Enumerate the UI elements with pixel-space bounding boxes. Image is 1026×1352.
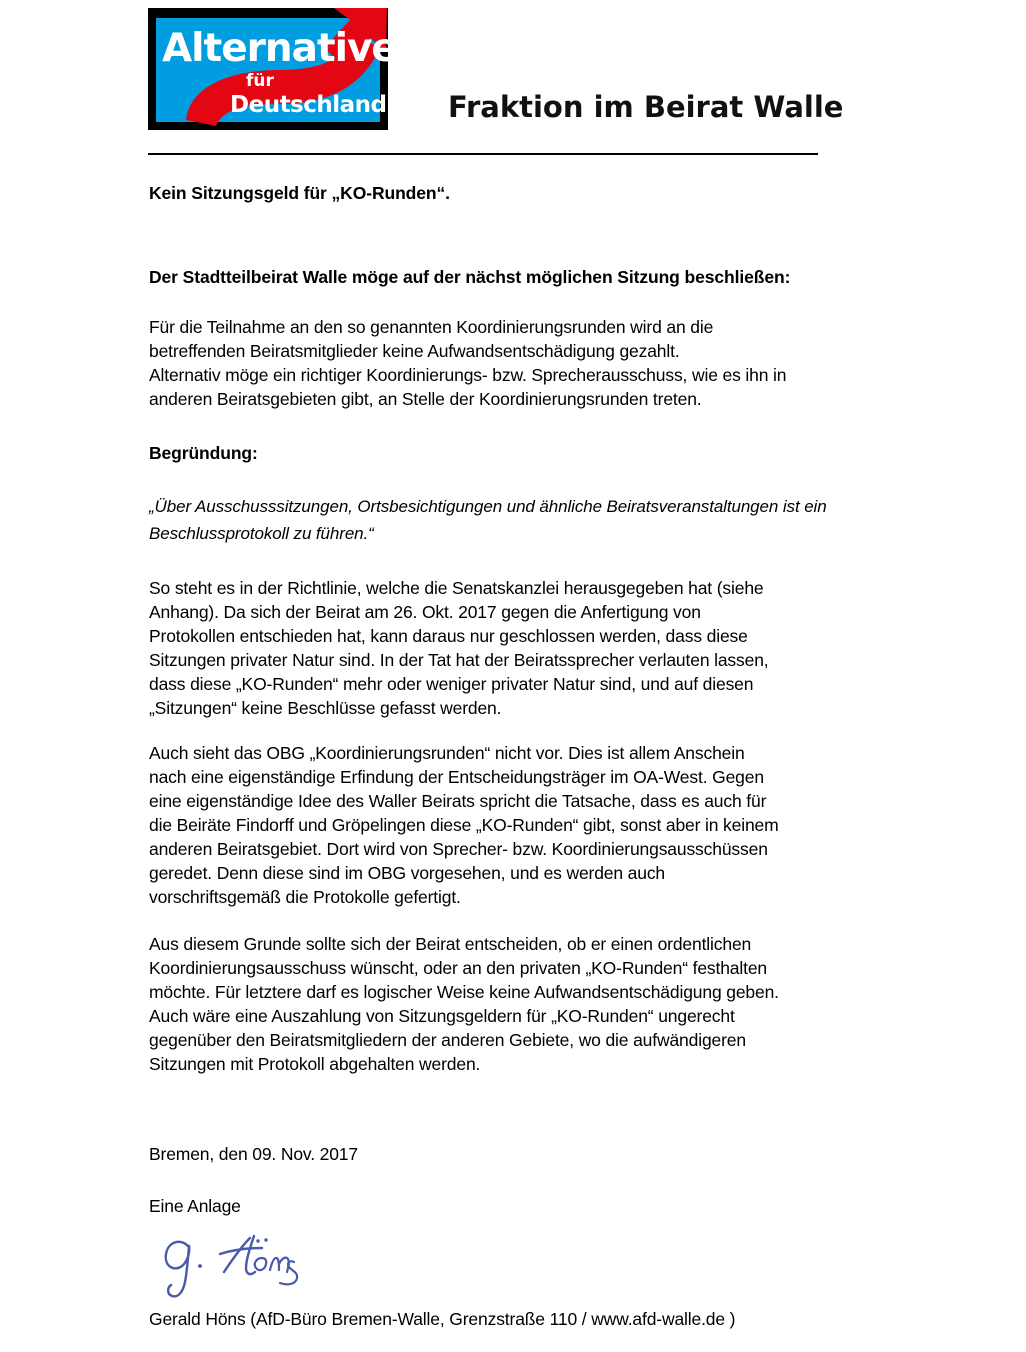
- motion-heading: Der Stadtteilbeirat Walle möge auf der nächst möglichen Sitzung beschließen:: [149, 267, 791, 287]
- afd-logo-fuer-text: für: [246, 71, 274, 91]
- quote-line: Beschlussprotokoll zu führen.“: [149, 524, 374, 543]
- spacer: [149, 289, 909, 315]
- spacer: [149, 411, 909, 441]
- signature-ink-icon: [158, 1228, 338, 1306]
- paragraph-1: [149, 576, 909, 720]
- paragraph-2: [149, 741, 909, 909]
- spacer: [149, 547, 909, 576]
- paragraph-line: So steht es in der Richtlinie, welche die Senatskanzlei herausgegeben hat (siehe: [149, 578, 764, 598]
- afd-logo-wordmark: Alternative: [162, 26, 397, 71]
- paragraph-line: nach eine eigenständige Erfindung der Entscheidungsträger im OA-West. Gegen: [149, 767, 764, 787]
- reason-heading: Begründung:: [149, 443, 258, 463]
- paragraph-line: Auch wäre eine Auszahlung von Sitzungsgeldern für „KO-Runden“ ungerecht: [149, 1006, 735, 1026]
- footer-contact: Gerald Höns (AfD-Büro Bremen-Walle, Grenzstraße 110 / www.afd-walle.de ): [149, 1309, 736, 1329]
- spacer: [149, 1076, 909, 1142]
- paragraph-line: vorschriftsgemäß die Protokolle gefertigt.: [149, 887, 461, 907]
- paragraph-line: Protokollen entschieden hat, kann daraus nur geschlossen werden, dass diese: [149, 626, 748, 646]
- paragraph-line: geredet. Denn diese sind im OBG vorgesehen, und es werden auch: [149, 863, 666, 883]
- document-header: [0, 0, 1026, 140]
- paragraph-line: anderen Beiratsgebiet. Dort wird von Sprecher- bzw. Koordinierungsausschüssen: [149, 839, 768, 859]
- document-body: [149, 181, 909, 1218]
- richtlinie-quote: [149, 493, 909, 547]
- paragraph-line: gegenüber den Beiratsmitgliedern der anderen Gebiete, wo die aufwändigeren: [149, 1030, 746, 1050]
- paragraph-line: Aus diesem Grunde sollte sich der Beirat entscheiden, ob er einen ordentlichen: [149, 934, 752, 954]
- paragraph-line: Koordinierungsausschuss wünscht, oder an den privaten „KO-Runden“ festhalten: [149, 958, 767, 978]
- spacer: [149, 1166, 909, 1194]
- paragraph-line: möchte. Für letztere darf es logischer Weise keine Aufwandsentschädigung geben.: [149, 982, 779, 1002]
- header-divider: [148, 153, 818, 155]
- spacer: [149, 720, 909, 741]
- afd-logo: [148, 8, 397, 130]
- motion-line: betreffenden Beiratsmitglieder keine Aufwandsentschädigung gezahlt.: [149, 341, 680, 361]
- paragraph-line: „Sitzungen“ keine Beschlüsse gefasst werden.: [149, 698, 502, 718]
- afd-logo-deutschland-text: Deutschland: [230, 92, 387, 118]
- paragraph-line: dass diese „KO-Runden“ mehr oder weniger privater Natur sind, und auf diesen: [149, 674, 754, 694]
- spacer: [149, 205, 909, 265]
- motion-line: Für die Teilnahme an den so genannten Koordinierungsrunden wird an die: [149, 317, 714, 337]
- paragraph-line: Auch sieht das OBG „Koordinierungsrunden“ nicht vor. Dies ist allem Anschein: [149, 743, 745, 763]
- quote-line: „Über Ausschusssitzungen, Ortsbesichtigungen und ähnliche Beiratsveranstaltungen ist ein: [149, 497, 827, 516]
- paragraph-line: Sitzungen privater Natur sind. In der Tat hat der Beiratssprecher verlauten lassen,: [149, 650, 769, 670]
- attachment-note: Eine Anlage: [149, 1196, 241, 1216]
- place-and-date: Bremen, den 09. Nov. 2017: [149, 1144, 358, 1164]
- spacer: [149, 909, 909, 932]
- motion-line: Alternativ möge ein richtiger Koordinierungs- bzw. Sprecherausschuss, wie es ihn in: [149, 365, 787, 385]
- paragraph-line: die Beiräte Findorff und Gröpelingen diese „KO-Runden“ gibt, sonst aber in keinem: [149, 815, 779, 835]
- page-title: Fraktion im Beirat Walle: [448, 90, 844, 124]
- paragraph-line: Sitzungen mit Protokoll abgehalten werden.: [149, 1054, 481, 1074]
- paragraph-line: Anhang). Da sich der Beirat am 26. Okt. 2017 gegen die Anfertigung von: [149, 602, 701, 622]
- paragraph-line: eine eigenständige Idee des Waller Beirats spricht die Tatsache, dass es auch für: [149, 791, 767, 811]
- motion-text: [149, 315, 909, 411]
- subject-line: Kein Sitzungsgeld für „KO-Runden“.: [149, 183, 450, 203]
- motion-line: anderen Beiratsgebieten gibt, an Stelle der Koordinierungsrunden treten.: [149, 389, 702, 409]
- spacer: [149, 465, 909, 493]
- handwritten-signature: [158, 1228, 338, 1306]
- paragraph-3: [149, 932, 909, 1076]
